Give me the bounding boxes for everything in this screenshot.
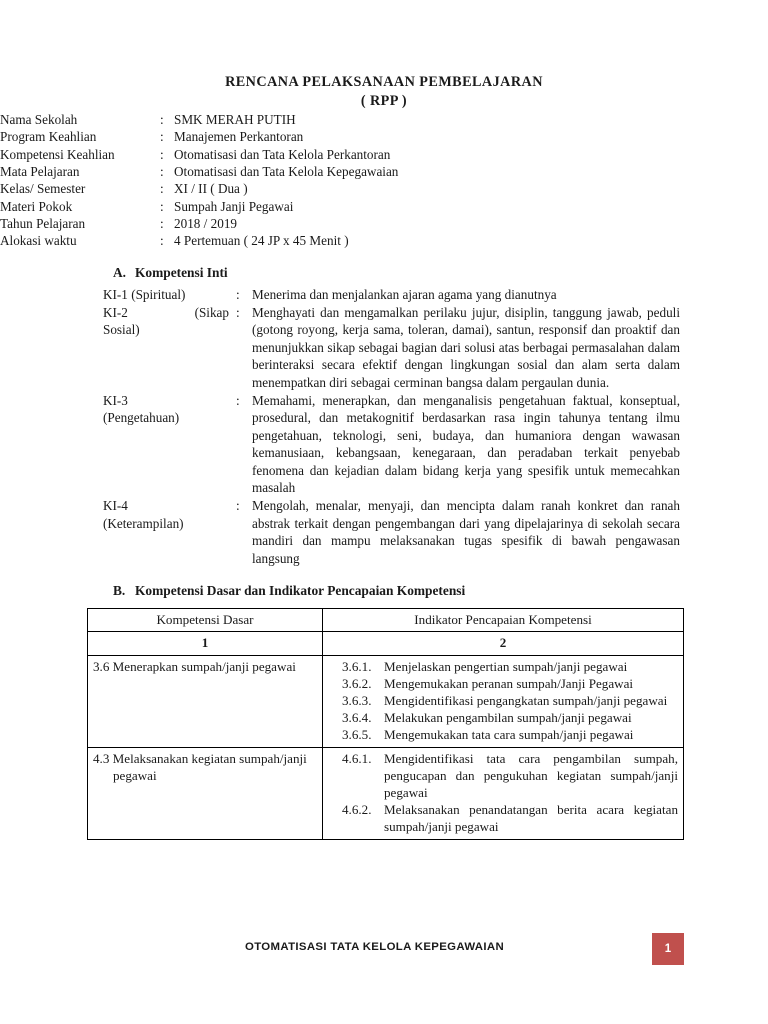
indicator-item	[328, 801, 678, 835]
ki-colon: :	[236, 286, 240, 302]
ki-colon: :	[236, 304, 240, 320]
footer-text: OTOMATISASI TATA KELOLA KEPEGAWAIAN	[245, 941, 505, 953]
indicator-number: 3.6.2.	[342, 675, 372, 691]
section-a-heading	[0, 249, 768, 283]
table-header-row	[88, 609, 684, 632]
identity-value: Manajemen Perkantoran	[174, 129, 304, 145]
indicator-number: 3.6.3.	[342, 692, 372, 708]
identity-value: 2018 / 2019	[174, 215, 238, 231]
indicator-number: 3.6.4.	[342, 710, 372, 726]
identity-separator: :	[160, 181, 164, 197]
identity-label: Materi Pokok	[0, 198, 73, 214]
ki-code-line2: Sosial)	[103, 322, 140, 338]
identity-separator: :	[160, 146, 164, 162]
ki-description: Mengolah, menalar, menyaji, dan mencipta dalam ranah konkret dan ranah abstrak terkait dengan pengembangan dari yang dipelajarinya di sekolah secara mandiri dan mampu melaksanakan tugas spesifik di bawah pengawasan langsung	[252, 498, 680, 566]
indicator-item	[328, 692, 678, 709]
table-row	[88, 655, 684, 747]
kompetensi-dasar-table-wrapper	[0, 608, 768, 839]
ki-row	[103, 286, 680, 304]
identity-row	[0, 128, 398, 145]
ki-colon: :	[236, 392, 240, 408]
column-number-2: 2	[323, 632, 684, 655]
ki-code	[103, 497, 236, 568]
identity-label: Mata Pelajaran	[0, 163, 80, 179]
ki-description: Memahami, menerapkan, dan menganalisis pengetahuan faktual, konseptual, prosedural, dan metakognitif berdasarkan rasa ingin tahunya tentang ilmu pengetahuan, teknologi, seni, budaya, dan humaniora dengan wawasan kemanusiaan, kebangsaan, kenegaraan, dan peradaban terkait penyebab fenomena dan kejadian dalam bidang kerja yang spesifik untuk memecahkan masalah	[252, 392, 680, 496]
kompetensi-inti-list	[0, 286, 768, 569]
indicator-text: Menjelaskan pengertian sumpah/janji pegawai	[384, 658, 628, 674]
identity-separator: :	[160, 112, 164, 128]
ki-description: Menghayati dan mengamalkan perilaku jujur, disiplin, tanggung jawab, peduli (gotong royong, kerja sama, toleran, damai), santun, responsif dan proaktif dan menunjukkan sikap sebagai bagian dari solusi atas berbagai permasalahan dalam berinteraksi secara efektif dengan lingkungan sosial dan alam serta dalam menempatkan diri sebagai cerminan bangsa dalam pergaulan dunia.	[252, 304, 680, 390]
indicator-number: 4.6.2.	[342, 802, 372, 818]
section-a-title: Kompetensi Inti	[135, 265, 228, 281]
identity-separator: :	[160, 163, 164, 179]
identity-separator: :	[160, 233, 164, 249]
kd-text: 4.3 Melaksanakan kegiatan sumpah/janji pegawai	[93, 750, 307, 783]
identity-label: Tahun Pelajaran	[0, 215, 86, 231]
identity-row	[0, 215, 398, 232]
ki-code	[103, 304, 236, 392]
section-b-title: Kompetensi Dasar dan Indikator Pencapaian Kompetensi	[135, 583, 466, 599]
identity-value: Otomatisasi dan Tata Kelola Kepegawaian	[174, 163, 399, 179]
indicator-number: 3.6.1.	[342, 658, 372, 674]
indicator-cell	[323, 747, 684, 839]
ki-colon: :	[236, 498, 240, 514]
identity-separator: :	[160, 198, 164, 214]
indicator-text: Mengemukakan peranan sumpah/Janji Pegawai	[384, 675, 634, 691]
ki-code-part1: KI-3	[103, 392, 128, 408]
page-number-badge: 1	[652, 933, 684, 965]
section-a-letter: A.	[113, 265, 127, 281]
identity-label: Alokasi waktu	[0, 233, 77, 249]
identity-label: Kompetensi Keahlian	[0, 146, 115, 162]
page-subtitle: ( RPP )	[360, 93, 408, 110]
identity-row	[0, 180, 398, 197]
identity-separator: :	[160, 215, 164, 231]
identity-label: Program Keahlian	[0, 129, 97, 145]
identity-row	[0, 111, 398, 128]
indicator-item	[328, 726, 678, 743]
indicator-number: 4.6.1.	[342, 750, 372, 766]
identity-value: Sumpah Janji Pegawai	[174, 198, 294, 214]
ki-row	[103, 392, 680, 497]
section-b-letter: B.	[113, 583, 126, 599]
ki-code-line2: (Pengetahuan)	[103, 410, 180, 426]
identity-label: Nama Sekolah	[0, 112, 78, 128]
kompetensi-dasar-table	[87, 608, 684, 839]
ki-code: KI-1 (Spiritual)	[103, 286, 186, 302]
identity-value: XI / II ( Dua )	[174, 181, 248, 197]
ki-code-part1: KI-2	[103, 304, 128, 320]
indicator-item	[328, 658, 678, 675]
indicator-text: Mengidentifikasi tata cara pengambilan sumpah, pengucapan dan pengukuhan kegiatan sumpah/janji pegawai	[384, 750, 678, 800]
indicator-item	[328, 750, 678, 802]
section-b-heading	[0, 568, 768, 601]
table-row	[88, 747, 684, 839]
ki-description: Menerima dan menjalankan ajaran agama yang dianutnya	[252, 286, 557, 302]
column-number-1: 1	[88, 632, 323, 655]
page-title: RENCANA PELAKSANAAN PEMBELAJARAN	[225, 74, 543, 90]
kd-text: 3.6 Menerapkan sumpah/janji pegawai	[93, 658, 296, 674]
ki-row	[103, 497, 680, 568]
identity-row	[0, 198, 398, 215]
indicator-cell	[323, 655, 684, 747]
ki-row	[103, 304, 680, 392]
indicator-text: Mengemukakan tata cara sumpah/janji pegawai	[384, 727, 634, 743]
kd-cell	[88, 655, 323, 747]
table-number-row	[88, 632, 684, 655]
identity-block	[0, 111, 398, 249]
indicator-item	[328, 675, 678, 692]
identity-separator: :	[160, 129, 164, 145]
column-header-kompetensi-dasar: Kompetensi Dasar	[88, 609, 323, 632]
column-header-indikator: Indikator Pencapaian Kompetensi	[323, 609, 684, 632]
indicator-text: Melaksanakan penandatangan berita acara kegiatan sumpah/janji pegawai	[384, 802, 678, 835]
identity-row	[0, 232, 398, 249]
ki-code-part1: KI-4	[103, 498, 128, 514]
ki-code	[103, 392, 236, 497]
ki-code-line2: (Keterampilan)	[103, 515, 184, 531]
indicator-text: Mengidentifikasi pengangkatan sumpah/janji pegawai	[384, 692, 668, 708]
indicator-text: Melakukan pengambilan sumpah/janji pegawai	[384, 710, 632, 726]
indicator-number: 3.6.5.	[342, 727, 372, 743]
identity-value: Otomatisasi dan Tata Kelola Perkantoran	[174, 146, 391, 162]
identity-value: 4 Pertemuan ( 24 JP x 45 Menit )	[174, 233, 349, 249]
ki-code-part2: (Sikap	[194, 304, 229, 320]
identity-row	[0, 146, 398, 163]
identity-value: SMK MERAH PUTIH	[174, 112, 296, 128]
kd-cell	[88, 747, 323, 839]
identity-label: Kelas/ Semester	[0, 181, 86, 197]
indicator-item	[328, 709, 678, 726]
identity-row	[0, 163, 398, 180]
